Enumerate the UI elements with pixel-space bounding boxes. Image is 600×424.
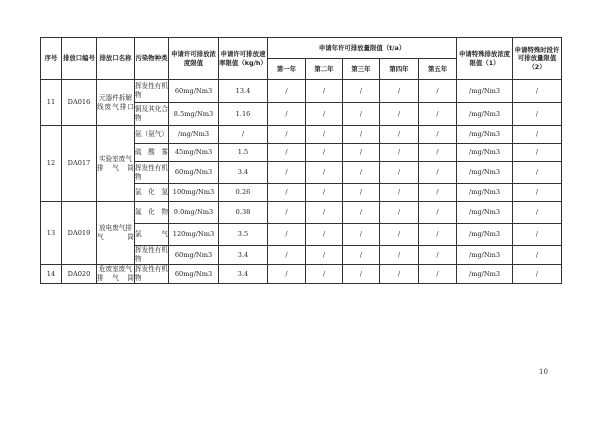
outlet-code-cell: DA020 <box>62 265 97 284</box>
special-conc-cell: /mg/Nm3 <box>457 162 513 184</box>
outlet-name-cell: 实验室废气排气筒 <box>97 126 135 202</box>
header-year-3: 第三年 <box>343 59 380 80</box>
annual-year-5-cell: / <box>419 184 457 202</box>
rate-limit-cell: 0.38 <box>219 202 268 224</box>
rate-limit-cell: 13.4 <box>219 80 268 103</box>
annual-year-3-cell: / <box>343 265 380 284</box>
annual-year-4-cell: / <box>380 265 419 284</box>
special-conc-cell: /mg/Nm3 <box>457 246 513 265</box>
conc-limit-cell: 120mg/Nm3 <box>169 224 219 246</box>
header-outlet-name: 排放口名称 <box>97 38 135 80</box>
annual-year-3-cell: / <box>343 80 380 103</box>
annual-year-1-cell: / <box>268 202 306 224</box>
special-period-cell: / <box>513 224 562 246</box>
annual-year-1-cell: / <box>268 162 306 184</box>
annual-year-1-cell: / <box>268 126 306 144</box>
annual-year-3-cell: / <box>343 184 380 202</box>
annual-year-4-cell: / <box>380 162 419 184</box>
header-special-conc: 申请特殊排放浓度限值（1） <box>457 38 513 80</box>
special-conc-cell: /mg/Nm3 <box>457 184 513 202</box>
conc-limit-cell: 60mg/Nm3 <box>169 162 219 184</box>
table-row <box>41 202 562 224</box>
annual-year-5-cell: / <box>419 103 457 126</box>
special-conc-cell: /mg/Nm3 <box>457 265 513 284</box>
special-period-cell: / <box>513 144 562 162</box>
annual-year-2-cell: / <box>306 246 343 265</box>
outlet-code-cell: DA016 <box>62 80 97 126</box>
annual-year-5-cell: / <box>419 126 457 144</box>
annual-year-5-cell: / <box>419 162 457 184</box>
header-conc-limit: 申请许可排放浓度限值 <box>169 38 219 80</box>
conc-limit-cell: 8.5mg/Nm3 <box>169 103 219 126</box>
seq-cell: 11 <box>41 80 62 126</box>
special-period-cell: / <box>513 162 562 184</box>
annual-year-5-cell: / <box>419 80 457 103</box>
annual-year-3-cell: / <box>343 246 380 265</box>
annual-year-2-cell: / <box>306 265 343 284</box>
annual-year-5-cell: / <box>419 265 457 284</box>
conc-limit-cell: 9.0mg/Nm3 <box>169 202 219 224</box>
annual-year-4-cell: / <box>380 80 419 103</box>
pollutant-cell: 挥发性有机物 <box>135 80 169 103</box>
outlet-name-cell: 危废室废气排气筒 <box>97 265 134 282</box>
annual-year-4-cell: / <box>380 103 419 126</box>
annual-year-3-cell: / <box>343 126 380 144</box>
annual-year-5-cell: / <box>419 224 457 246</box>
annual-year-5-cell: / <box>419 144 457 162</box>
annual-year-3-cell: / <box>343 202 380 224</box>
special-conc-cell: /mg/Nm3 <box>457 202 513 224</box>
conc-limit-cell: 60mg/Nm3 <box>169 80 219 103</box>
outlet-name-cell: 元器件拆解线废气排口 <box>97 80 135 126</box>
annual-year-4-cell: / <box>380 126 419 144</box>
header-seq: 序号 <box>41 38 62 80</box>
pollutant-cell: 硫酸雾 <box>135 144 169 162</box>
pollutant-cell: 氟化物 <box>135 202 169 224</box>
table-row <box>41 126 562 144</box>
table-body <box>41 80 562 284</box>
pollutant-cell: 氨（氨气） <box>135 126 169 144</box>
header-year-4: 第四年 <box>380 59 419 80</box>
special-conc-cell: /mg/Nm3 <box>457 103 513 126</box>
header-year-5: 第五年 <box>419 59 457 80</box>
annual-year-1-cell: / <box>268 80 306 103</box>
rate-limit-cell: 3.4 <box>219 162 268 184</box>
header-pollutant: 污染物种类 <box>135 38 169 80</box>
annual-year-1-cell: / <box>268 224 306 246</box>
annual-year-3-cell: / <box>343 162 380 184</box>
annual-year-2-cell: / <box>306 126 343 144</box>
annual-year-4-cell: / <box>380 144 419 162</box>
annual-year-5-cell: / <box>419 202 457 224</box>
annual-year-2-cell: / <box>306 103 343 126</box>
pollutant-cell: 挥发性有机物 <box>135 162 169 184</box>
annual-year-4-cell: / <box>380 246 419 265</box>
annual-year-2-cell: / <box>306 80 343 103</box>
annual-year-1-cell: / <box>268 144 306 162</box>
special-period-cell: / <box>513 184 562 202</box>
conc-limit-cell: 60mg/Nm3 <box>169 246 219 265</box>
header-annual-limit: 申请年许可排放量限值（t/a） <box>268 38 457 59</box>
outlet-code-cell: DA019 <box>62 202 97 265</box>
annual-year-1-cell: / <box>268 103 306 126</box>
table-row <box>41 80 562 103</box>
pollutant-cell: 氯气 <box>135 224 169 246</box>
annual-year-4-cell: / <box>380 224 419 246</box>
annual-year-5-cell: / <box>419 246 457 265</box>
annual-year-2-cell: / <box>306 162 343 184</box>
annual-year-3-cell: / <box>343 144 380 162</box>
rate-limit-cell: / <box>219 126 268 144</box>
header-rate-limit: 申请许可排放速率限值（kg/h） <box>219 38 268 80</box>
rate-limit-cell: 3.4 <box>219 246 268 265</box>
pollutant-cell: 铜及其化合物 <box>135 103 169 126</box>
special-conc-cell: /mg/Nm3 <box>457 126 513 144</box>
seq-cell: 12 <box>41 126 62 202</box>
emission-limits-table <box>40 37 562 284</box>
rate-limit-cell: 3.4 <box>219 265 268 284</box>
annual-year-2-cell: / <box>306 202 343 224</box>
seq-cell: 13 <box>41 202 62 265</box>
pollutant-cell: 挥发性有机物 <box>135 246 168 263</box>
outlet-code-cell: DA017 <box>62 126 97 202</box>
conc-limit-cell: 100mg/Nm3 <box>169 184 219 202</box>
special-conc-cell: /mg/Nm3 <box>457 224 513 246</box>
special-period-cell: / <box>513 80 562 103</box>
page-number: 10 <box>539 368 548 376</box>
rate-limit-cell: 0.26 <box>219 184 268 202</box>
annual-year-4-cell: / <box>380 202 419 224</box>
pollutant-cell: 氯化氢 <box>135 184 169 202</box>
rate-limit-cell: 1.16 <box>219 103 268 126</box>
pollutant-cell: 挥发性有机物 <box>135 265 168 282</box>
conc-limit-cell: 45mg/Nm3 <box>169 144 219 162</box>
annual-year-1-cell: / <box>268 246 306 265</box>
special-conc-cell: /mg/Nm3 <box>457 80 513 103</box>
annual-year-2-cell: / <box>306 144 343 162</box>
special-period-cell: / <box>513 202 562 224</box>
annual-year-2-cell: / <box>306 184 343 202</box>
annual-year-1-cell: / <box>268 184 306 202</box>
special-period-cell: / <box>513 246 562 265</box>
special-conc-cell: /mg/Nm3 <box>457 144 513 162</box>
annual-year-3-cell: / <box>343 103 380 126</box>
header-special-period: 申请特殊时段许可排放量限值（2） <box>513 38 562 80</box>
annual-year-1-cell: / <box>268 265 306 284</box>
outlet-name-cell: 放电废气排气筒 <box>97 202 135 265</box>
conc-limit-cell: /mg/Nm3 <box>169 126 219 144</box>
rate-limit-cell: 1.5 <box>219 144 268 162</box>
seq-cell: 14 <box>41 265 62 284</box>
header-outlet-code: 排放口编号 <box>62 38 97 80</box>
special-period-cell: / <box>513 103 562 126</box>
table-row <box>41 265 562 284</box>
header-year-2: 第二年 <box>306 59 343 80</box>
special-period-cell: / <box>513 126 562 144</box>
annual-year-2-cell: / <box>306 224 343 246</box>
conc-limit-cell: 60mg/Nm3 <box>169 265 219 284</box>
annual-year-4-cell: / <box>380 184 419 202</box>
annual-year-3-cell: / <box>343 224 380 246</box>
header-year-1: 第一年 <box>268 59 306 80</box>
rate-limit-cell: 3.5 <box>219 224 268 246</box>
special-period-cell: / <box>513 265 562 284</box>
